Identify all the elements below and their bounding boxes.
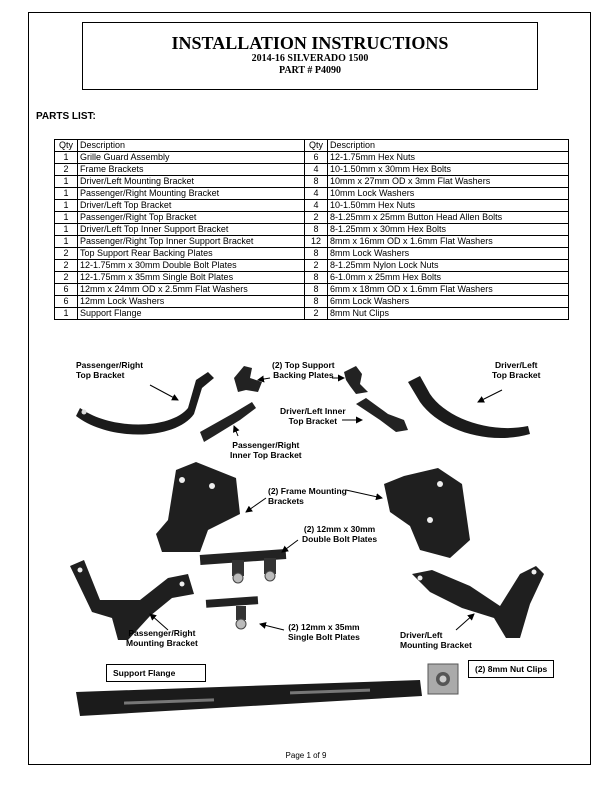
part-number: PART # P4090 xyxy=(278,65,342,76)
callout-passenger-mount xyxy=(126,628,198,648)
callout-text: Double Bolt Plates xyxy=(302,534,378,544)
qty-cell: 4 xyxy=(305,164,328,176)
qty-cell: 1 xyxy=(55,200,78,212)
description-cell: 10-1.50mm Hex Nuts xyxy=(328,200,569,212)
callout-text: Top Bracket xyxy=(288,416,338,426)
support-flange-label: Support Flange xyxy=(106,664,206,682)
description-cell: 8mm Lock Washers xyxy=(328,248,569,260)
callout-text: (2) Frame Mounting xyxy=(268,486,347,496)
driver-top-bracket-image xyxy=(408,376,530,438)
description-cell: Passenger/Right Mounting Bracket xyxy=(78,188,305,200)
description-cell: Driver/Left Top Inner Support Bracket xyxy=(78,224,305,236)
callout-double-bolt xyxy=(302,524,377,544)
callout-text: Top Bracket xyxy=(76,370,125,380)
callout-text: Mounting Bracket xyxy=(400,640,472,650)
description-cell: Top Support Rear Backing Plates xyxy=(78,248,305,260)
double-bolt-plates-image xyxy=(200,549,286,583)
header-qty-1: Qty xyxy=(55,140,78,152)
qty-cell: 2 xyxy=(305,260,328,272)
callout-text: Driver/Left Inner xyxy=(280,406,346,416)
description-cell: 12-1.75mm Hex Nuts xyxy=(328,152,569,164)
arrow-single xyxy=(260,624,284,630)
description-cell: Passenger/Right Top Inner Support Bracket xyxy=(78,236,305,248)
qty-cell: 4 xyxy=(305,200,328,212)
single-bolt-plates-image xyxy=(206,596,258,629)
description-cell: 6-1.0mm x 25mm Hex Bolts xyxy=(328,272,569,284)
callout-text: Backing Plates xyxy=(273,370,334,380)
qty-cell: 2 xyxy=(305,212,328,224)
callout-text: (2) 12mm x 30mm xyxy=(303,524,376,534)
qty-cell: 8 xyxy=(305,224,328,236)
callout-text: Driver/Left xyxy=(400,630,443,640)
callout-top-support xyxy=(272,360,335,380)
page-number: Page 1 of 9 xyxy=(285,751,327,760)
description-cell: Grille Guard Assembly xyxy=(78,152,305,164)
callout-text: Passenger/Right xyxy=(128,628,196,638)
description-cell: 8-1.25mm x 25mm Button Head Allen Bolts xyxy=(328,212,569,224)
callout-text: Passenger/Right xyxy=(232,440,300,450)
arrow-drv-top xyxy=(478,390,502,402)
driver-inner-bracket-image xyxy=(356,398,408,432)
description-cell: 6mm Lock Washers xyxy=(328,296,569,308)
description-cell: 10mm Lock Washers xyxy=(328,188,569,200)
qty-cell: 8 xyxy=(305,284,328,296)
callout-passenger-top xyxy=(76,360,143,380)
arrow-drv-mount xyxy=(456,614,474,630)
qty-cell: 12 xyxy=(305,236,328,248)
callout-text: Passenger/Right xyxy=(76,360,144,370)
qty-cell: 1 xyxy=(55,188,78,200)
description-cell: 12mm Lock Washers xyxy=(78,296,305,308)
description-cell: 8-1.25mm Nylon Lock Nuts xyxy=(328,260,569,272)
description-cell: 8mm Nut Clips xyxy=(328,308,569,320)
qty-cell: 1 xyxy=(55,308,78,320)
callout-text: Single Bolt Plates xyxy=(288,632,360,642)
callout-text: Inner Top Bracket xyxy=(230,450,302,460)
page-title: INSTALLATION INSTRUCTIONS xyxy=(171,33,449,53)
qty-cell: 1 xyxy=(55,176,78,188)
qty-cell: 4 xyxy=(305,188,328,200)
header-qty-2: Qty xyxy=(305,140,328,152)
callout-driver-top xyxy=(492,360,541,380)
vehicle-subtitle: 2014-16 SILVERADO 1500 xyxy=(251,53,369,64)
description-cell: 8-1.25mm x 30mm Hex Bolts xyxy=(328,224,569,236)
qty-cell: 6 xyxy=(55,284,78,296)
nut-clips-label: (2) 8mm Nut Clips xyxy=(468,660,554,678)
passenger-inner-bracket-image xyxy=(200,402,256,442)
description-cell: 10mm x 27mm OD x 3mm Flat Washers xyxy=(328,176,569,188)
callout-text: Top Bracket xyxy=(492,370,541,380)
frame-bracket-left-image xyxy=(156,462,240,552)
qty-cell: 8 xyxy=(305,176,328,188)
description-cell: 12mm x 24mm OD x 2.5mm Flat Washers xyxy=(78,284,305,296)
callout-single-bolt xyxy=(288,622,360,642)
description-cell: Driver/Left Mounting Bracket xyxy=(78,176,305,188)
frame-bracket-right-image xyxy=(384,468,470,558)
driver-mounting-bracket-image xyxy=(412,566,544,638)
description-cell: Passenger/Right Top Bracket xyxy=(78,212,305,224)
parts-list-heading: PARTS LIST: xyxy=(36,111,96,122)
description-cell: 12-1.75mm x 30mm Double Bolt Plates xyxy=(78,260,305,272)
arrow-frame-l xyxy=(246,498,266,512)
qty-cell: 1 xyxy=(55,152,78,164)
arrow-frame-r xyxy=(346,490,382,498)
description-cell: 12-1.75mm x 35mm Single Bolt Plates xyxy=(78,272,305,284)
header-description-1: Description xyxy=(78,140,305,152)
callout-driver-mount xyxy=(400,630,472,650)
description-cell: 6mm x 18mm OD x 1.6mm Flat Washers xyxy=(328,284,569,296)
arrow-pass-inner xyxy=(234,426,238,436)
description-cell: 8mm x 16mm OD x 1.6mm Flat Washers xyxy=(328,236,569,248)
qty-cell: 1 xyxy=(55,224,78,236)
callout-text: Driver/Left xyxy=(494,360,538,370)
description-cell: Driver/Left Top Bracket xyxy=(78,200,305,212)
callout-frame-brackets xyxy=(268,486,347,506)
qty-cell: 6 xyxy=(305,152,328,164)
callout-text: (2) Top Support xyxy=(272,360,335,370)
qty-cell: 2 xyxy=(55,260,78,272)
qty-cell: 2 xyxy=(305,308,328,320)
header-description-2: Description xyxy=(328,140,569,152)
description-cell: 10-1.50mm x 30mm Hex Bolts xyxy=(328,164,569,176)
qty-cell: 1 xyxy=(55,212,78,224)
qty-cell: 8 xyxy=(305,296,328,308)
qty-cell: 2 xyxy=(55,272,78,284)
description-cell: Frame Brackets xyxy=(78,164,305,176)
nut-clips-image xyxy=(428,664,458,694)
callout-text: (2) 12mm x 35mm xyxy=(288,622,360,632)
qty-cell: 2 xyxy=(55,248,78,260)
callout-text: Brackets xyxy=(268,496,304,506)
callout-passenger-inner xyxy=(230,440,302,460)
qty-cell: 2 xyxy=(55,164,78,176)
arrow-top-support-l xyxy=(258,378,270,380)
description-cell: Support Flange xyxy=(78,308,305,320)
qty-cell: 1 xyxy=(55,236,78,248)
arrow-double xyxy=(282,540,298,552)
qty-cell: 8 xyxy=(305,248,328,260)
arrow-pass-top xyxy=(150,385,178,400)
callout-driver-inner xyxy=(280,406,346,426)
callout-text: Mounting Bracket xyxy=(126,638,198,648)
qty-cell: 6 xyxy=(55,296,78,308)
qty-cell: 8 xyxy=(305,272,328,284)
support-flange-image xyxy=(76,680,422,716)
passenger-top-bracket-image xyxy=(76,372,214,435)
